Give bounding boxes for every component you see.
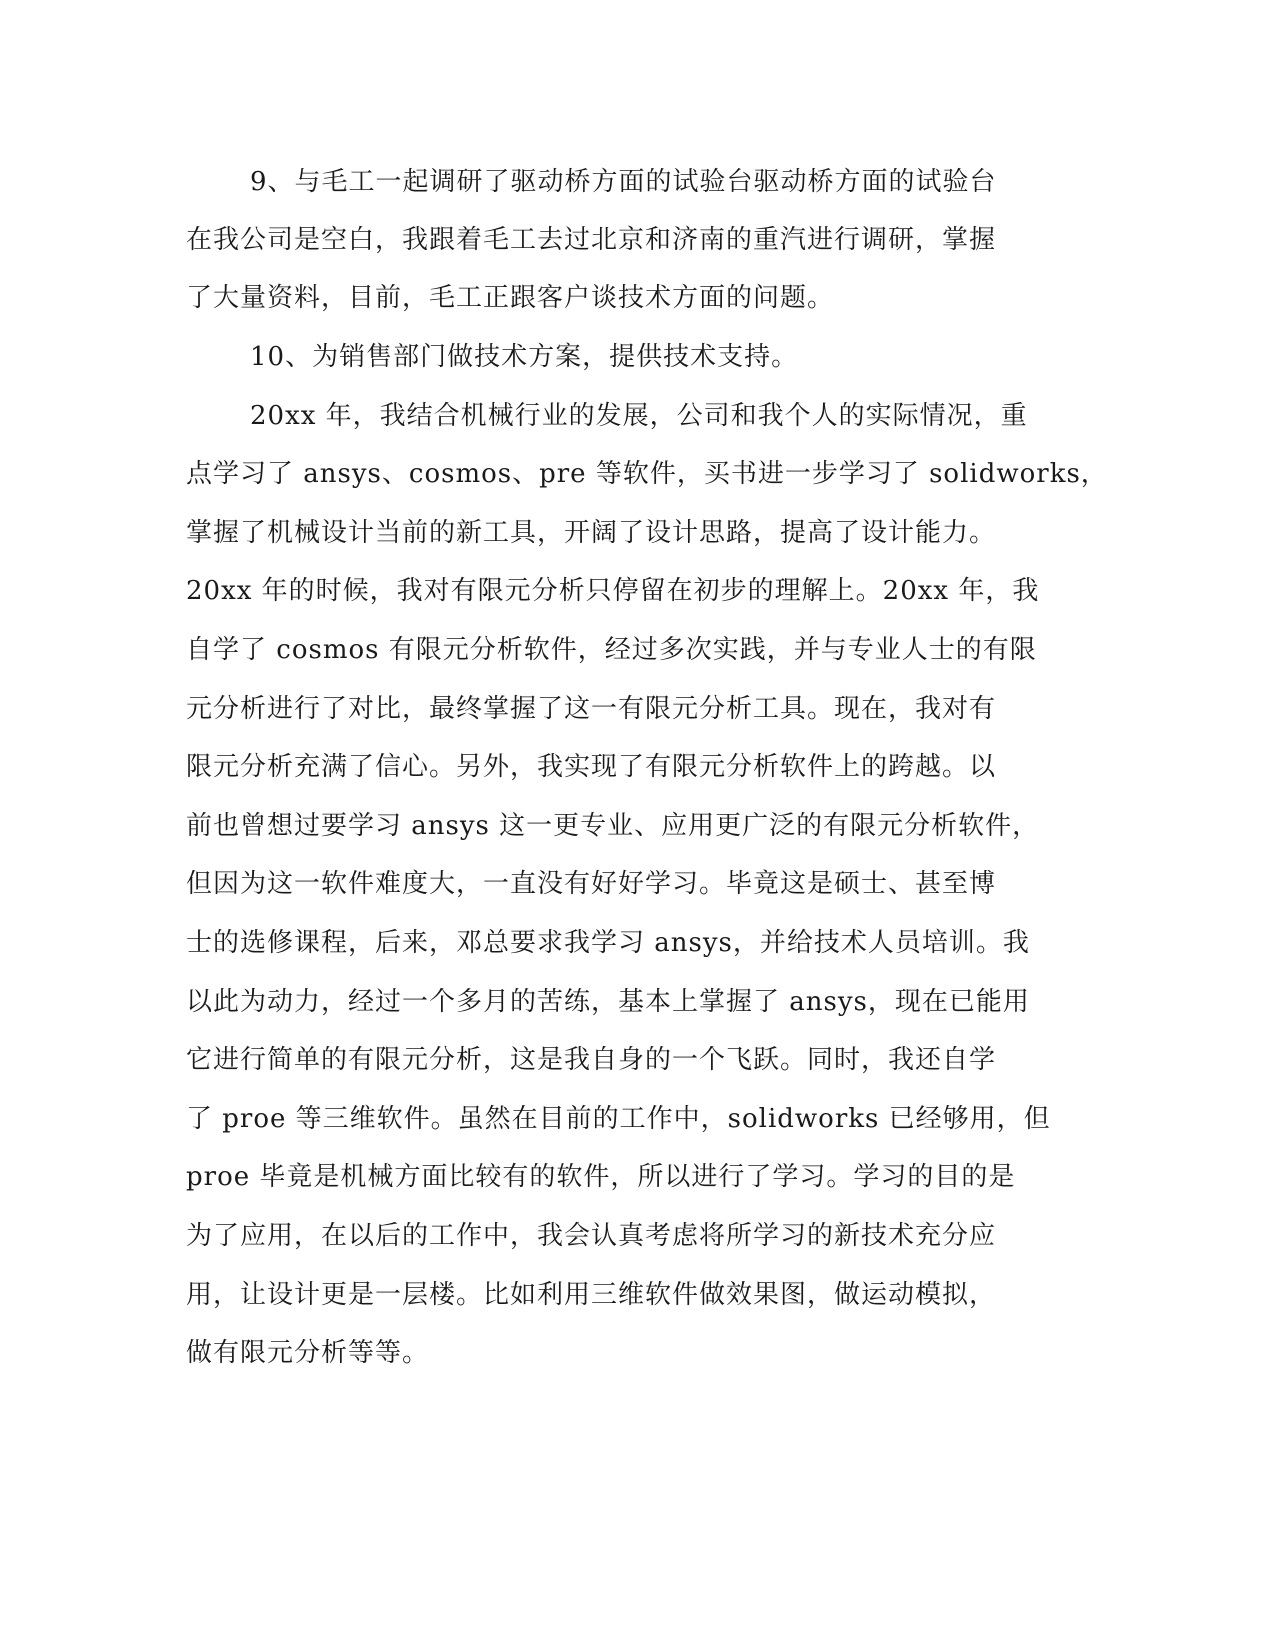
text-line: 前也曾想过要学习 ansys 这一更专业、应用更广泛的有限元分析软件， xyxy=(186,811,1040,841)
text-line: 在我公司是空白，我跟着毛工去过北京和济南的重汽进行调研，掌握 xyxy=(186,225,997,255)
text-line: 做有限元分析等等。 xyxy=(186,1338,430,1368)
text-line: 掌握了机械设计当前的新工具，开阔了设计思路，提高了设计能力。 xyxy=(186,518,997,548)
text-line: 10、为销售部门做技术方案，提供技术支持。 xyxy=(250,342,799,372)
text-line: 9、与毛工一起调研了驱动桥方面的试验台驱动桥方面的试验台 xyxy=(250,167,997,197)
text-line: 它进行简单的有限元分析，这是我自身的一个飞跃。同时，我还自学 xyxy=(186,1045,997,1075)
text-line: 士的选修课程，后来，邓总要求我学习 ansys，并给技术人员培训。我 xyxy=(186,928,1030,958)
text-line: 点学习了 ansys、cosmos、pre 等软件，买书进一步学习了 solidworks， xyxy=(186,459,1108,489)
text-line: 为了应用，在以后的工作中，我会认真考虑将所学习的新技术充分应 xyxy=(186,1221,997,1251)
text-line: 20xx 年的时候，我对有限元分析只停留在初步的理解上。20xx 年，我 xyxy=(186,576,1040,606)
text-line: 了大量资料，目前，毛工正跟客户谈技术方面的问题。 xyxy=(186,283,835,313)
text-line: 自学了 cosmos 有限元分析软件，经过多次实践，并与专业人士的有限 xyxy=(186,635,1037,665)
text-line: 了 proe 等三维软件。虽然在目前的工作中，solidworks 已经够用，但 xyxy=(186,1104,1051,1134)
text-line: 以此为动力，经过一个多月的苦练，基本上掌握了 ansys，现在已能用 xyxy=(186,987,1030,1017)
text-line: proe 毕竟是机械方面比较有的软件，所以进行了学习。学习的目的是 xyxy=(186,1162,1016,1192)
text-line: 元分析进行了对比，最终掌握了这一有限元分析工具。现在，我对有 xyxy=(186,694,997,724)
text-line: 用，让设计更是一层楼。比如利用三维软件做效果图，做运动模拟， xyxy=(186,1280,997,1310)
text-line: 但因为这一软件难度大，一直没有好好学习。毕竟这是硕士、甚至博 xyxy=(186,869,997,899)
text-line: 限元分析充满了信心。另外，我实现了有限元分析软件上的跨越。以 xyxy=(186,752,997,782)
text-line: 20xx 年，我结合机械行业的发展，公司和我个人的实际情况，重 xyxy=(250,401,1028,431)
